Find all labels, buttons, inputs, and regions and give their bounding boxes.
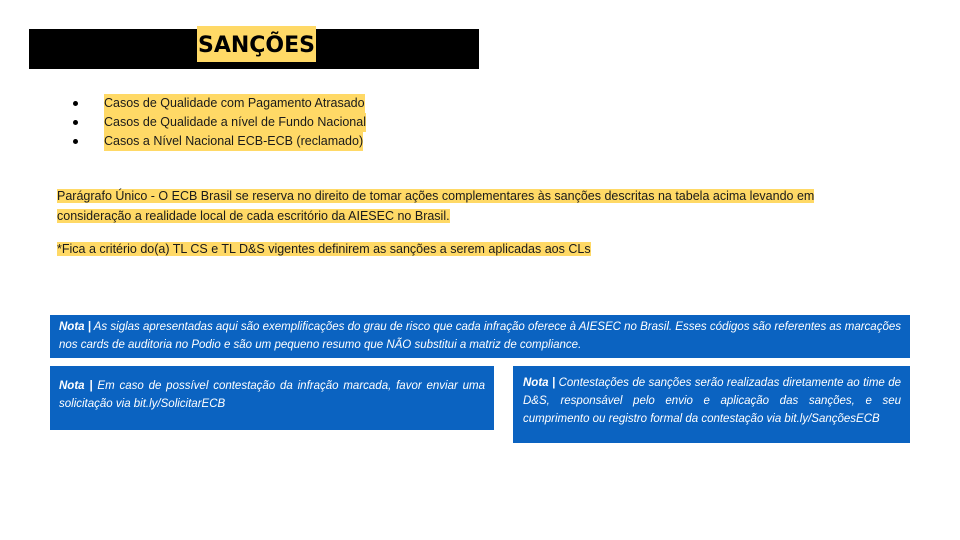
list-item-text: Casos de Qualidade com Pagamento Atrasado: [104, 94, 365, 113]
page-title: SANÇÕES: [197, 26, 316, 62]
bullet-icon: [73, 139, 78, 144]
criteria-note: [57, 239, 591, 259]
note-label: Nota |: [59, 380, 93, 392]
note-box-contest-request: [50, 366, 494, 430]
bullet-icon: [73, 101, 78, 106]
note-box-acronyms: [50, 315, 910, 358]
sole-paragraph: [57, 186, 857, 226]
criteria-note-text: *Fica a critério do(a) TL CS e TL D&S vigentes definirem as sanções a serem aplicadas aos CLs: [57, 242, 591, 256]
note-box-contest-process: [513, 366, 910, 443]
list-item-text: Casos a Nível Nacional ECB-ECB (reclamado): [104, 132, 363, 151]
note-label: Nota |: [523, 377, 556, 389]
sole-paragraph-text: Parágrafo Único - O ECB Brasil se reserva no direito de tomar ações complementares às sanções descritas na tabela acima levando em consideração a realidade local de cada escritório da AIESEC no Brasil.: [57, 189, 815, 223]
list-item-text: Casos de Qualidade a nível de Fundo Nacional: [104, 113, 366, 132]
bullet-icon: [73, 120, 78, 125]
note-label: Nota |: [59, 321, 91, 333]
note-text: Em caso de possível contestação da infração marcada, favor enviar uma solicitação via bit.ly/SolicitarECB: [59, 380, 485, 410]
note-text: Contestações de sanções serão realizadas diretamente ao time de D&S, responsável pelo envio e aplicação das sanções, e seu cumprimento ou registro formal da contestação via bit.ly/SançõesECB: [523, 377, 902, 425]
note-text: As siglas apresentadas aqui são exemplificações do grau de risco que cada infração oferece à AIESEC no Brasil. Esses códigos são referentes as marcações nos cards de auditoria no Podio e são um pequeno resumo que NÃO substitui a matriz de compliance.: [59, 321, 901, 351]
